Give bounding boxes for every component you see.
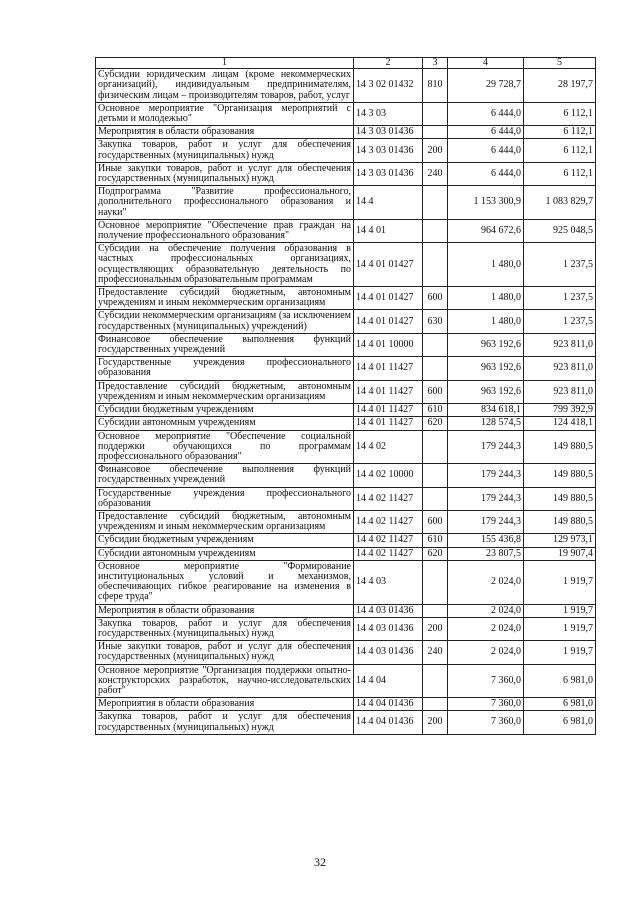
row-expense-type <box>423 604 448 617</box>
header-col-4: 4 <box>448 58 524 69</box>
row-expense-type: 620 <box>423 417 448 430</box>
row-value-col5: 925 048,5 <box>524 219 596 242</box>
row-value-col5: 6 981,0 <box>524 664 596 698</box>
row-value-col4: 963 192,6 <box>448 333 524 356</box>
row-value-col4: 7 360,0 <box>448 698 524 711</box>
row-code: 14 4 03 01436 <box>354 641 423 664</box>
table-row <box>96 547 596 560</box>
row-expense-type <box>423 664 448 698</box>
table-row <box>96 711 596 734</box>
row-name: Закупка товаров, работ и услуг для обеспечения государственных (муниципальных) нужд <box>96 617 354 640</box>
row-value-col4: 179 244,3 <box>448 430 524 464</box>
row-name: Иные закупки товаров, работ и услуг для обеспечения государственных (муниципальных) нужд <box>96 641 354 664</box>
row-value-col5: 923 811,0 <box>524 357 596 380</box>
table-row <box>96 404 596 417</box>
table-row <box>96 333 596 356</box>
row-code: 14 3 03 01436 <box>354 139 423 162</box>
row-value-col5: 6 981,0 <box>524 711 596 734</box>
table-header-row <box>96 58 596 69</box>
table-row <box>96 243 596 287</box>
row-code: 14 4 01 10000 <box>354 333 423 356</box>
row-code: 14 4 04 01436 <box>354 711 423 734</box>
row-value-col4: 2 024,0 <box>448 560 524 604</box>
row-value-col4: 29 728,7 <box>448 69 524 103</box>
row-expense-type: 240 <box>423 162 448 185</box>
row-expense-type <box>423 487 448 510</box>
row-value-col5: 1 919,7 <box>524 604 596 617</box>
row-code: 14 4 01 01427 <box>354 310 423 333</box>
row-value-col5: 1 237,5 <box>524 310 596 333</box>
row-name: Субсидии юридическим лицам (кроме некоммерческих организаций), индивидуальным предпринимателям, физическим лицам – производителям товаров, работ, услуг <box>96 69 354 103</box>
row-expense-type: 610 <box>423 534 448 547</box>
row-code: 14 4 03 01436 <box>354 604 423 617</box>
row-name: Основное мероприятие "Обеспечение прав граждан на получение профессионального образования" <box>96 219 354 242</box>
row-name: Мероприятия в области образования <box>96 698 354 711</box>
row-code: 14 4 01 11427 <box>354 404 423 417</box>
row-code: 14 4 01 11427 <box>354 357 423 380</box>
row-code: 14 4 02 11427 <box>354 487 423 510</box>
row-code: 14 4 01 01427 <box>354 243 423 287</box>
row-expense-type <box>423 243 448 287</box>
row-value-col5: 28 197,7 <box>524 69 596 103</box>
table-body <box>96 69 596 735</box>
row-expense-type <box>423 464 448 487</box>
table-row <box>96 641 596 664</box>
row-name: Закупка товаров, работ и услуг для обеспечения государственных (муниципальных) нужд <box>96 139 354 162</box>
row-value-col5: 1 083 829,7 <box>524 186 596 220</box>
row-expense-type: 240 <box>423 641 448 664</box>
header-col-5: 5 <box>524 58 596 69</box>
row-name: Иные закупки товаров, работ и услуг для обеспечения государственных (муниципальных) нужд <box>96 162 354 185</box>
row-name: Предоставление субсидий бюджетным, автономным учреждениям и иным некоммерческим организациям <box>96 510 354 533</box>
row-name: Субсидии некоммерческим организациям (за исключением государственных (муниципальных) учреждений) <box>96 310 354 333</box>
row-name: Финансовое обеспечение выполнения функций государственных учреждений <box>96 464 354 487</box>
row-name: Основное мероприятие "Формирование институциональных условий и механизмов, обеспечивающих гибкое реагирование на изменения в сфере труда" <box>96 560 354 604</box>
row-name: Предоставление субсидий бюджетным, автономным учреждениям и иным некоммерческим организациям <box>96 287 354 310</box>
row-expense-type: 600 <box>423 287 448 310</box>
row-value-col5: 124 418,1 <box>524 417 596 430</box>
row-value-col5: 1 237,5 <box>524 287 596 310</box>
row-value-col4: 2 024,0 <box>448 604 524 617</box>
page-number: 32 <box>314 855 326 869</box>
row-value-col4: 6 444,0 <box>448 126 524 139</box>
row-value-col5: 1 919,7 <box>524 560 596 604</box>
row-name: Субсидии автономным учреждениям <box>96 547 354 560</box>
table-row <box>96 698 596 711</box>
row-value-col5: 6 112,1 <box>524 139 596 162</box>
row-expense-type: 810 <box>423 69 448 103</box>
row-code: 14 4 02 <box>354 430 423 464</box>
row-name: Мероприятия в области образования <box>96 604 354 617</box>
row-name: Мероприятия в области образования <box>96 126 354 139</box>
row-code: 14 4 02 11427 <box>354 534 423 547</box>
row-value-col4: 179 244,3 <box>448 464 524 487</box>
header-col-2: 2 <box>354 58 423 69</box>
row-expense-type: 620 <box>423 547 448 560</box>
row-value-col4: 834 618,1 <box>448 404 524 417</box>
table-row <box>96 126 596 139</box>
table-row <box>96 380 596 403</box>
row-value-col5: 923 811,0 <box>524 333 596 356</box>
row-value-col4: 1 480,0 <box>448 243 524 287</box>
table-row <box>96 510 596 533</box>
row-value-col4: 963 192,6 <box>448 357 524 380</box>
row-value-col4: 6 444,0 <box>448 139 524 162</box>
table-row <box>96 219 596 242</box>
budget-table <box>95 57 596 735</box>
table-row <box>96 357 596 380</box>
row-code: 14 4 02 11427 <box>354 510 423 533</box>
row-code: 14 3 03 01436 <box>354 126 423 139</box>
row-name: Подпрограмма "Развитие профессионального, дополнительного профессионального образования и науки" <box>96 186 354 220</box>
row-value-col5: 799 392,9 <box>524 404 596 417</box>
row-name: Государственные учреждения профессионального образования <box>96 357 354 380</box>
row-value-col4: 128 574,5 <box>448 417 524 430</box>
row-value-col4: 179 244,3 <box>448 487 524 510</box>
table-row <box>96 310 596 333</box>
table-row <box>96 102 596 125</box>
header-col-1: 1 <box>96 58 354 69</box>
row-value-col4: 964 672,6 <box>448 219 524 242</box>
table-row <box>96 604 596 617</box>
row-name: Основное мероприятие "Организация мероприятий с детьми и молодежью" <box>96 102 354 125</box>
row-value-col4: 963 192,6 <box>448 380 524 403</box>
table-row <box>96 69 596 103</box>
row-value-col5: 1 237,5 <box>524 243 596 287</box>
row-value-col4: 179 244,3 <box>448 510 524 533</box>
row-value-col5: 6 112,1 <box>524 126 596 139</box>
row-value-col5: 6 112,1 <box>524 102 596 125</box>
row-value-col4: 1 480,0 <box>448 310 524 333</box>
row-value-col5: 149 880,5 <box>524 430 596 464</box>
row-expense-type: 200 <box>423 617 448 640</box>
row-value-col5: 129 973,1 <box>524 534 596 547</box>
row-expense-type <box>423 333 448 356</box>
row-value-col4: 1 153 300,9 <box>448 186 524 220</box>
row-expense-type: 600 <box>423 510 448 533</box>
table-row <box>96 417 596 430</box>
row-expense-type <box>423 698 448 711</box>
row-name: Субсидии бюджетным учреждениям <box>96 534 354 547</box>
row-name: Финансовое обеспечение выполнения функций государственных учреждений <box>96 333 354 356</box>
row-value-col5: 1 919,7 <box>524 617 596 640</box>
table-row <box>96 464 596 487</box>
table-row <box>96 186 596 220</box>
row-name: Основное мероприятие "Обеспечение социальной поддержки обучающихся по программам профессионального образования" <box>96 430 354 464</box>
row-expense-type: 600 <box>423 380 448 403</box>
row-value-col5: 923 811,0 <box>524 380 596 403</box>
table-row <box>96 287 596 310</box>
row-value-col4: 155 436,8 <box>448 534 524 547</box>
row-value-col4: 1 480,0 <box>448 287 524 310</box>
row-code: 14 3 03 01436 <box>354 162 423 185</box>
table-row <box>96 534 596 547</box>
row-value-col4: 6 444,0 <box>448 102 524 125</box>
table-row <box>96 139 596 162</box>
row-expense-type <box>423 430 448 464</box>
row-code: 14 4 04 01436 <box>354 698 423 711</box>
row-value-col5: 149 880,5 <box>524 510 596 533</box>
row-value-col5: 6 981,0 <box>524 698 596 711</box>
row-value-col5: 149 880,5 <box>524 487 596 510</box>
row-expense-type: 200 <box>423 711 448 734</box>
row-name: Основное мероприятие "Организация поддержки опытно-конструкторских разработок, научно-исследовательских работ" <box>96 664 354 698</box>
row-expense-type: 630 <box>423 310 448 333</box>
table-row <box>96 617 596 640</box>
table-row <box>96 560 596 604</box>
row-name: Государственные учреждения профессионального образования <box>96 487 354 510</box>
row-code: 14 4 01 11427 <box>354 417 423 430</box>
row-value-col5: 19 907,4 <box>524 547 596 560</box>
row-expense-type <box>423 219 448 242</box>
row-name: Субсидии на обеспечение получения образования в частных профессиональных организациях, осуществляющих образовательную деятельность по профессиональным образовательным программам <box>96 243 354 287</box>
row-value-col4: 2 024,0 <box>448 617 524 640</box>
row-expense-type <box>423 357 448 380</box>
row-name: Субсидии автономным учреждениям <box>96 417 354 430</box>
table-row <box>96 664 596 698</box>
row-code: 14 4 02 10000 <box>354 464 423 487</box>
row-code: 14 4 02 11427 <box>354 547 423 560</box>
row-code: 14 4 01 01427 <box>354 287 423 310</box>
table-row <box>96 430 596 464</box>
row-name: Закупка товаров, работ и услуг для обеспечения государственных (муниципальных) нужд <box>96 711 354 734</box>
row-expense-type <box>423 560 448 604</box>
row-code: 14 4 03 <box>354 560 423 604</box>
row-code: 14 3 02 01432 <box>354 69 423 103</box>
row-expense-type: 610 <box>423 404 448 417</box>
row-code: 14 3 03 <box>354 102 423 125</box>
row-value-col4: 7 360,0 <box>448 711 524 734</box>
row-code: 14 4 <box>354 186 423 220</box>
table-row <box>96 487 596 510</box>
row-value-col4: 6 444,0 <box>448 162 524 185</box>
row-value-col5: 6 112,1 <box>524 162 596 185</box>
row-value-col4: 2 024,0 <box>448 641 524 664</box>
row-value-col4: 7 360,0 <box>448 664 524 698</box>
table-row <box>96 162 596 185</box>
row-expense-type <box>423 102 448 125</box>
row-code: 14 4 01 <box>354 219 423 242</box>
row-value-col5: 149 880,5 <box>524 464 596 487</box>
row-expense-type: 200 <box>423 139 448 162</box>
row-value-col5: 1 919,7 <box>524 641 596 664</box>
row-code: 14 4 04 <box>354 664 423 698</box>
row-name: Субсидии бюджетным учреждениям <box>96 404 354 417</box>
header-col-3: 3 <box>423 58 448 69</box>
row-code: 14 4 01 11427 <box>354 380 423 403</box>
row-expense-type <box>423 126 448 139</box>
row-expense-type <box>423 186 448 220</box>
row-value-col4: 23 807,5 <box>448 547 524 560</box>
row-code: 14 4 03 01436 <box>354 617 423 640</box>
row-name: Предоставление субсидий бюджетным, автономным учреждениям и иным некоммерческим организациям <box>96 380 354 403</box>
